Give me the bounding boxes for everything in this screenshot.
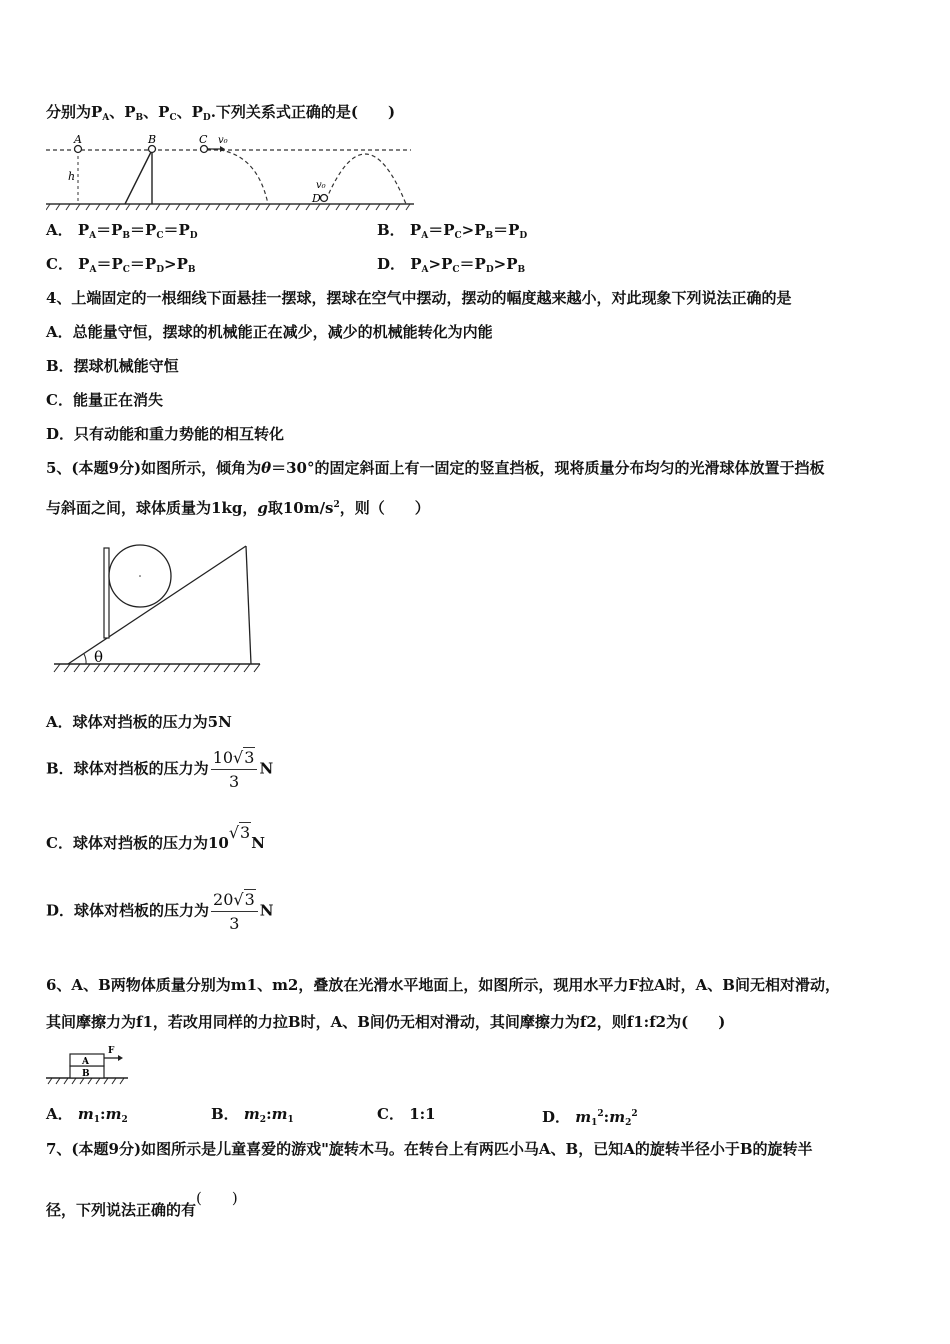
q5-option-c: C．球体对挡板的压力为10√3N [46, 823, 265, 852]
q5-option-a: A．球体对挡板的压力为5N [46, 713, 232, 731]
q4-stem: 4、上端固定的一根细线下面悬挂一摆球，摆球在空气中摆动，摆动的幅度越来越小，对此现象下列说法正确的是 [46, 289, 792, 307]
q3-option-a: A． $P_A=P_B=P_C=P_D$ [46, 221, 198, 241]
q6-option-c: C． 1:1 [377, 1105, 436, 1123]
q3-figure [46, 128, 416, 212]
svg-text:h: h [68, 170, 76, 183]
svg-text:B: B [148, 133, 157, 146]
q4-option-c: C．能量正在消失 [46, 391, 163, 409]
q4-option-b: B．摆球机械能守恒 [46, 357, 179, 375]
fraction-10-root3-over-3: $\frac{10√3}{3}$ [211, 748, 258, 791]
svg-text:A: A [74, 133, 82, 146]
svg-text:v₀: v₀ [316, 180, 326, 191]
q5-option-b: B．球体对挡板的压力为 $\frac{10√3}{3}$ N [46, 748, 274, 791]
q6-option-d: D． $m_1^2:m_2^2$ [542, 1108, 638, 1128]
svg-text:v₀: v₀ [218, 135, 228, 146]
svg-text:D: D [312, 192, 321, 205]
svg-text:C: C [199, 133, 208, 146]
q6-stem-line1: 6、A、B两物体质量分别为m1、m2，叠放在光滑水平地面上，如图所示，现用水平力F拉A时，A、B间无相对滑动， [46, 976, 840, 994]
q3-stem: 分别为$P_A$、$P_B$、$P_C$、$P_D$.下列关系式正确的是( ) [46, 103, 396, 123]
q3-option-c: C． $P_A=P_C=P_D>P_B$ [46, 255, 196, 275]
fraction-20-root3-over-3: $\frac{20√3}{3}$ [211, 890, 258, 933]
q3-option-d: D． $P_A>P_C=P_D>P_B$ [377, 255, 526, 275]
svg-text:B: B [82, 1069, 90, 1079]
svg-text:A: A [82, 1057, 89, 1067]
q7-stem-line1: 7、(本题9分)如图所示是儿童喜爱的游戏"旋转木马。在转台上有两匹小马A、B，已知A的旋转半径小于B的旋转半 [46, 1140, 813, 1158]
q5-figure [46, 530, 266, 675]
q6-option-a: A． $m_1:m_2$ [46, 1105, 128, 1125]
svg-text:θ: θ [94, 648, 104, 666]
q4-option-a: A．总能量守恒，摆球的机械能正在减少，减少的机械能转化为内能 [46, 323, 493, 341]
q5-stem-line2: 与斜面之间，球体质量为1kg，g取$10m/s^2$，则（ ） [46, 499, 430, 517]
q6-option-b: B． $m_2:m_1$ [211, 1105, 294, 1125]
q7-stem-line2: 径，下列说法正确的有( ) [46, 1189, 238, 1219]
q5-stem-line1: 5、(本题9分)如图所示，倾角为θ＝30°的固定斜面上有一固定的竖直挡板，现将质量分布均匀的光滑球体放置于挡板 [46, 459, 825, 477]
q6-stem-line2: 其间摩擦力为f1，若改用同样的力拉B时，A、B间仍无相对滑动，其间摩擦力为f2，则f1:f2为( ) [46, 1013, 726, 1031]
q4-option-d: D．只有动能和重力势能的相互转化 [46, 425, 285, 443]
svg-text:F: F [108, 1046, 115, 1056]
q3-option-b: B． $P_A=P_C>P_B=P_D$ [377, 221, 528, 241]
q6-figure [46, 1042, 130, 1088]
q5-option-d: D．球体对档板的压力为 $\frac{20√3}{3}$ N [46, 890, 274, 933]
